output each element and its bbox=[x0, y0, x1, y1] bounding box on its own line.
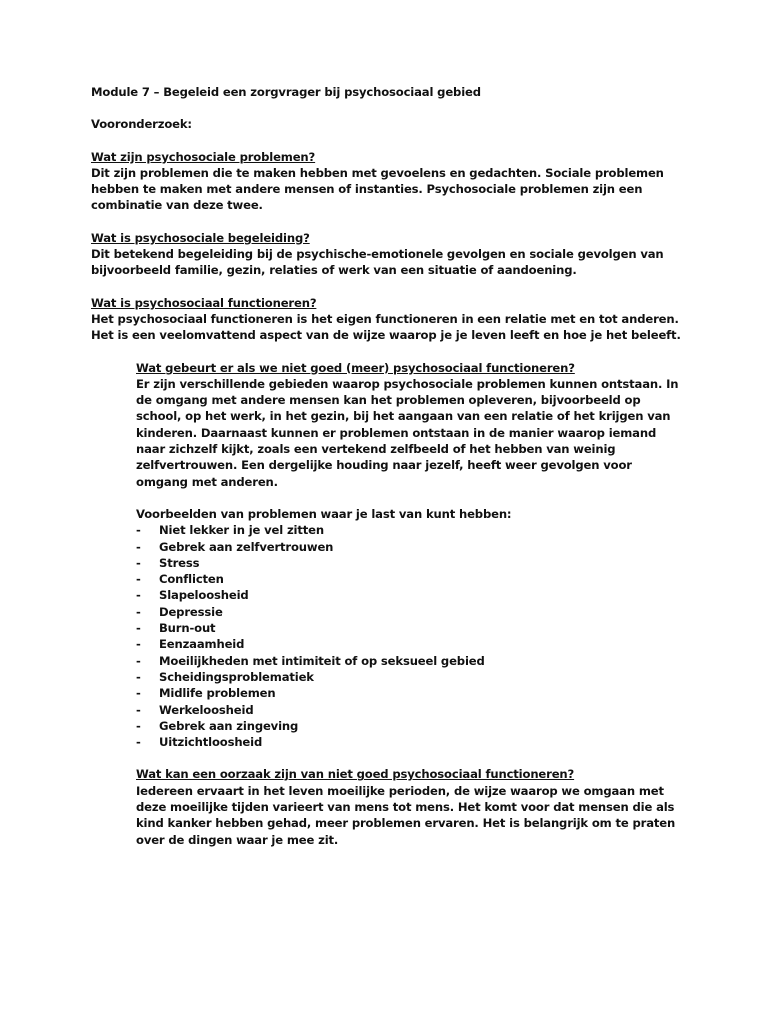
list-item-text: Moeilijkheden met intimiteit of op seksueel gebied bbox=[159, 653, 485, 668]
dash-marker: - bbox=[136, 588, 141, 603]
subsection-causes bbox=[136, 766, 681, 847]
problem-examples bbox=[136, 506, 681, 750]
dash-marker: - bbox=[136, 555, 141, 570]
dash-marker: - bbox=[136, 735, 141, 750]
list-item bbox=[136, 734, 681, 750]
list-item bbox=[136, 571, 681, 587]
dash-marker: - bbox=[136, 653, 141, 668]
dash-marker: - bbox=[136, 621, 141, 636]
section-psychosocial-guidance bbox=[91, 230, 691, 279]
list-item-text: Niet lekker in je vel zitten bbox=[159, 523, 324, 538]
subsection-heading: Wat kan een oorzaak zijn van niet goed psychosociaal functioneren? bbox=[136, 767, 575, 782]
list-item bbox=[136, 636, 681, 652]
section-psychosocial-functioning bbox=[91, 295, 691, 344]
list-item-text: Gebrek aan zingeving bbox=[159, 718, 299, 733]
list-item-text: Werkeloosheid bbox=[159, 702, 254, 717]
section-body: Dit zijn problemen die te maken hebben met gevoelens en gedachten. Sociale problemen hebben te maken met andere mensen of instanties. Psychosociale problemen zijn een combinatie van deze twee. bbox=[91, 165, 664, 213]
subsection-heading: Wat gebeurt er als we niet goed (meer) psychosociaal functioneren? bbox=[136, 360, 575, 375]
dash-marker: - bbox=[136, 572, 141, 587]
list-item-text: Slapeloosheid bbox=[159, 588, 249, 603]
list-item-text: Depressie bbox=[159, 604, 223, 619]
dash-marker: - bbox=[136, 718, 141, 733]
list-item bbox=[136, 702, 681, 718]
list-item-text: Stress bbox=[159, 555, 200, 570]
problem-list bbox=[136, 522, 681, 750]
section-body: Het psychosociaal functioneren is het eigen functioneren in een relatie met en tot anderen. Het is een veelomvattend aspect van de wijze waarop je je leven leeft en hoe je het beleeft. bbox=[91, 311, 681, 343]
list-item bbox=[136, 718, 681, 734]
list-item-text: Scheidingsproblematiek bbox=[159, 669, 314, 684]
document-subtitle: Vooronderzoek: bbox=[91, 117, 192, 132]
list-item bbox=[136, 522, 681, 538]
list-item bbox=[136, 539, 681, 555]
dash-marker: - bbox=[136, 637, 141, 652]
list-intro: Voorbeelden van problemen waar je last van kunt hebben: bbox=[136, 506, 512, 521]
list-item-text: Gebrek aan zelfvertrouwen bbox=[159, 539, 334, 554]
section-heading: Wat zijn psychosociale problemen? bbox=[91, 149, 316, 164]
list-item-text: Burn-out bbox=[159, 621, 216, 636]
list-item bbox=[136, 587, 681, 603]
list-item-text: Conflicten bbox=[159, 572, 224, 587]
dash-marker: - bbox=[136, 523, 141, 538]
document-page bbox=[91, 84, 691, 848]
section-heading: Wat is psychosociale begeleiding? bbox=[91, 230, 310, 245]
dash-marker: - bbox=[136, 539, 141, 554]
list-item-text: Midlife problemen bbox=[159, 686, 276, 701]
dash-marker: - bbox=[136, 686, 141, 701]
section-heading: Wat is psychosociaal functioneren? bbox=[91, 295, 317, 310]
list-item bbox=[136, 620, 681, 636]
section-psychosocial-problems bbox=[91, 149, 691, 214]
list-item bbox=[136, 653, 681, 669]
list-item-text: Eenzaamheid bbox=[159, 637, 245, 652]
subsection-body: Er zijn verschillende gebieden waarop psychosociale problemen kunnen ontstaan. In de omgang met andere mensen kan het problemen opleveren, bijvoorbeeld op school, op het werk, in het gezin, bij het aangaan van een relatie of het krijgen van kinderen. Daarnaast kunnen er problemen ontstaan in de manier waarop iemand naar zichzelf kijkt, zoals een vertekend zelfbeeld of het hebben van weinig zelfvertrouwen. Een dergelijke houding naar jezelf, heeft weer gevolgen voor omgang met anderen. bbox=[136, 376, 679, 489]
list-item bbox=[136, 555, 681, 571]
list-item bbox=[136, 669, 681, 685]
subsection-body: Iedereen ervaart in het leven moeilijke perioden, de wijze waarop we omgaan met deze moeilijke tijden varieert van mens tot mens. Het komt voor dat mensen die als kind kanker hebben gehad, meer problemen ervaren. Het is belangrijk om te praten over de dingen waar je mee zit. bbox=[136, 783, 676, 847]
subsection-consequences bbox=[136, 360, 681, 848]
dash-marker: - bbox=[136, 669, 141, 684]
list-item-text: Uitzichtloosheid bbox=[159, 735, 263, 750]
document-title: Module 7 – Begeleid een zorgvrager bij psychosociaal gebied bbox=[91, 85, 481, 99]
list-item bbox=[136, 685, 681, 701]
dash-marker: - bbox=[136, 702, 141, 717]
list-item bbox=[136, 604, 681, 620]
dash-marker: - bbox=[136, 604, 141, 619]
section-body: Dit betekend begeleiding bij de psychische-emotionele gevolgen en sociale gevolgen van bijvoorbeeld familie, gezin, relaties of werk van een situatie of aandoening. bbox=[91, 247, 664, 278]
